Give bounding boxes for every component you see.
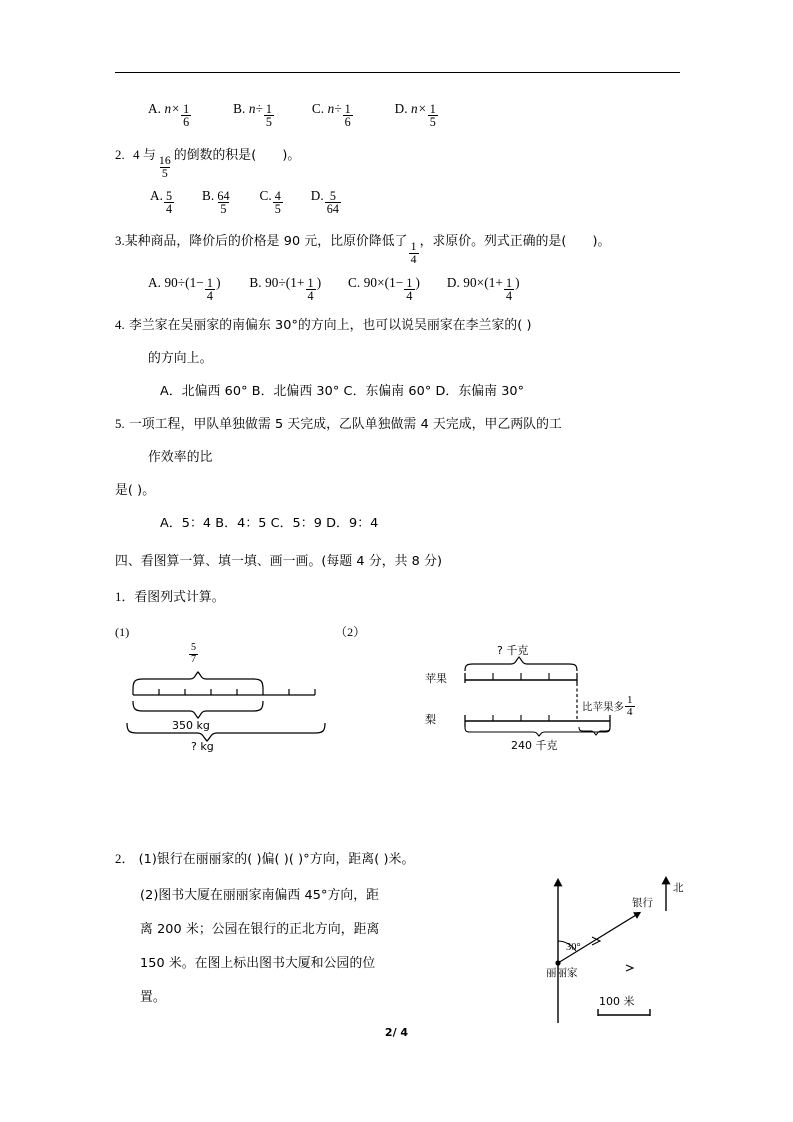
diagram-2-diff-label xyxy=(582,695,636,718)
q1-option-a[interactable] xyxy=(148,101,192,129)
diagram-segment-model-1 xyxy=(125,642,365,753)
q3-option-b-lead: 90÷(1+ xyxy=(265,275,305,290)
diagram-2-bottom-label: 240 千克 xyxy=(511,739,558,752)
q3-option-a-lead: 90÷(1− xyxy=(164,275,204,290)
q2-stem xyxy=(115,148,300,180)
q2-stem-part1: 4 与 xyxy=(133,148,156,162)
q3-option-b-tail: ) xyxy=(316,275,322,290)
q3-option-a-label: A. xyxy=(148,275,162,290)
q3-option-c[interactable] xyxy=(348,275,420,303)
q3-options-row xyxy=(148,275,520,303)
diagram-1-fraction-label xyxy=(188,637,199,665)
q2-stem-fraction: $\frac{16}{5}$ xyxy=(158,153,171,180)
item1-number: 1． xyxy=(115,590,135,604)
q1-option-b-expr: n÷ xyxy=(248,101,263,116)
q1-options-row xyxy=(148,101,439,129)
q3-option-c-lead: 90×(1− xyxy=(363,275,404,290)
q4-stem-line1: 4. 李兰家在吴丽家的南偏东 30°的方向上，也可以说吴丽家在李兰家的( ) xyxy=(115,318,532,333)
q3-stem-part1: 某种商品，降价后的价格是 90 元，比原价降低了 xyxy=(124,234,408,249)
q2map-line5: 置。 xyxy=(140,990,166,1005)
section-four-heading: 四、看图算一算、填一填、画一画。(每题 4 分，共 8 分) xyxy=(115,554,443,569)
q5-stem-line1: 5. 一项工程，甲队单独做需 5 天完成，乙队单独做需 4 天完成，甲乙两队的工 xyxy=(115,417,562,432)
q2-option-d-fraction: $\frac{5}{64}$ xyxy=(326,189,340,217)
map-scale-label: 100 米 xyxy=(599,995,635,1008)
q2map-line4: 150 米。在图上标出图书大厦和公园的位 xyxy=(140,956,376,971)
diagram-2-pear-label: 梨 xyxy=(425,713,436,726)
q1-option-b[interactable] xyxy=(233,101,275,129)
q3-option-c-label: C. xyxy=(348,275,361,290)
q3-stem-part3: )。 xyxy=(592,234,611,249)
q3-option-d[interactable] xyxy=(447,275,520,303)
q3-option-b-fraction: $\frac{1}{4}$ xyxy=(307,276,314,304)
q2-option-b[interactable] xyxy=(202,188,233,216)
q2-options-row xyxy=(150,188,342,216)
q3-stem xyxy=(115,234,611,266)
q2map-number: 2． xyxy=(115,852,135,866)
diagram-1-unknown-label: ? kg xyxy=(191,740,214,753)
map-angle-label: 30° xyxy=(566,942,581,953)
map-home-label: 丽丽家 xyxy=(546,967,578,979)
page-number-footer: 2/ 4 xyxy=(384,1026,409,1039)
q1-option-b-fraction: $\frac{1}{5}$ xyxy=(265,102,273,130)
q1-option-d-fraction: $\frac{1}{5}$ xyxy=(429,102,436,130)
map-north-label: 北 xyxy=(673,882,684,894)
diagram-direction-map xyxy=(540,875,690,1025)
diagram-2-diff-fraction: $\frac{1}{4}$ xyxy=(627,694,633,719)
q1-option-a-label: A. xyxy=(148,101,162,116)
q2-option-a-label: A. xyxy=(150,188,164,203)
q5-stem-line2: 作效率的比 xyxy=(148,450,213,465)
diagram-2-apple-label: 苹果 xyxy=(425,672,447,685)
q3-option-a[interactable] xyxy=(148,275,221,303)
q5-number: 5. xyxy=(115,417,125,431)
diagram-2-top-label: ? 千克 xyxy=(497,644,529,657)
q2-stem-part3: )。 xyxy=(282,148,301,163)
q1-option-d[interactable] xyxy=(395,101,439,129)
q5-stem-line3: 是( )。 xyxy=(115,483,156,498)
q3-stem-part2: ，求原价。列式正确的是( xyxy=(419,234,567,249)
q3-option-c-tail: ) xyxy=(415,275,421,290)
diagram-2-diff-text: 比苹果多 xyxy=(582,701,624,714)
q4-number: 4. xyxy=(115,318,125,332)
q3-option-a-tail: ) xyxy=(216,275,221,290)
sub-label-2: （2） xyxy=(335,625,366,639)
q1-option-c[interactable] xyxy=(312,101,354,129)
q3-option-d-fraction: $\frac{1}{4}$ xyxy=(505,276,513,304)
q1-option-c-fraction: $\frac{1}{6}$ xyxy=(344,102,351,130)
q1-option-b-label: B. xyxy=(233,101,246,116)
q2-option-a-fraction: $\frac{5}{4}$ xyxy=(166,189,173,217)
q2-option-d-label: D. xyxy=(310,188,324,203)
page-header-rule xyxy=(115,72,680,73)
q3-option-a-fraction: $\frac{1}{4}$ xyxy=(206,276,214,304)
q3-stem-fraction: $\frac{1}{4}$ xyxy=(410,239,417,266)
q1-option-d-label: D. xyxy=(394,101,408,116)
q2-option-d[interactable] xyxy=(311,188,342,216)
q1-option-a-expr: n× xyxy=(164,101,181,116)
q1-option-a-fraction: $\frac{1}{6}$ xyxy=(183,102,190,130)
q2-option-c-label: C. xyxy=(259,188,272,203)
map-bank-label: 银行 xyxy=(632,897,653,909)
sub-label-1: (1) xyxy=(115,625,130,639)
q3-option-b[interactable] xyxy=(249,275,321,303)
q2-option-c[interactable] xyxy=(259,188,283,216)
diagram-1-known-label: 350 kg xyxy=(172,719,210,732)
q3-option-d-lead: 90×(1+ xyxy=(463,275,503,290)
q2map-line2: (2)图书大厦在丽丽家南偏西 45°方向，距 xyxy=(140,888,380,903)
q4-options-row[interactable]: A．北偏西 60° B．北偏西 30° C．东偏南 60° D．东偏南 30° xyxy=(160,384,525,399)
q2-option-b-label: B. xyxy=(202,188,215,203)
q2-number: 2. xyxy=(115,148,125,162)
q1-option-d-expr: n× xyxy=(411,101,427,116)
q3-option-c-fraction: $\frac{1}{4}$ xyxy=(406,276,413,304)
diagram-1-svg xyxy=(125,642,365,750)
diagram-1-fraction: $\frac{5}{7}$ xyxy=(191,642,197,665)
q2map-line1: 2． (1)银行在丽丽家的( )偏( )( )°方向，距离( )米。 xyxy=(115,852,415,867)
diagram-2-svg xyxy=(425,645,695,750)
q2-option-a[interactable] xyxy=(150,188,175,216)
diagram-bar-model-2 xyxy=(425,645,695,750)
q4-stem-line2: 的方向上。 xyxy=(148,351,213,366)
section-four-item1: 1．看图列式计算。 xyxy=(115,590,225,605)
q1-option-c-expr: n÷ xyxy=(327,101,342,116)
q2-option-c-fraction: $\frac{4}{5}$ xyxy=(274,189,281,217)
q3-option-d-label: D. xyxy=(446,275,460,290)
q3-option-d-tail: ) xyxy=(515,275,520,290)
q5-options-row[interactable]: A．5：4 B．4：5 C．5：9 D．9：4 xyxy=(160,516,379,531)
q1-option-c-label: C. xyxy=(311,101,325,116)
q2map-line3: 离 200 米；公园在银行的正北方向，距离 xyxy=(140,922,380,937)
q2-stem-part2: 的倒数的积是( xyxy=(173,148,257,163)
q2-option-b-fraction: $\frac{64}{5}$ xyxy=(217,189,230,217)
q3-number: 3. xyxy=(115,234,125,248)
q3-option-b-label: B. xyxy=(249,275,262,290)
